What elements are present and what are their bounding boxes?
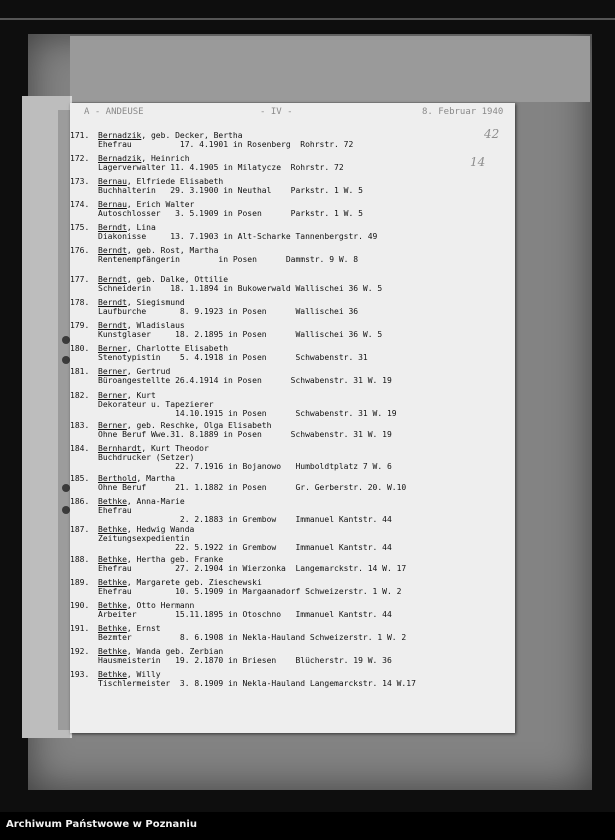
entry-number: 175. [70, 223, 90, 232]
entry-surname: Bethke [98, 555, 127, 564]
entry-name: Bernhardt, Kurt Theodor [98, 444, 209, 453]
entry-details: Diakonisse 13. 7.1903 in Alt-Scharke Tannenbergstr. 49 [98, 232, 378, 241]
handwritten-number: 14 [470, 155, 486, 169]
header-left: A - ANDEUSE [84, 107, 144, 117]
entry-number: 183. [70, 421, 90, 430]
entry-name: Bernadzik, geb. Decker, Bertha [98, 131, 243, 140]
binder-ring-icon [62, 506, 70, 514]
archive-credit: Archiwum Państwowe w Poznaniu [6, 819, 197, 830]
top-edge-line [0, 18, 615, 20]
entry-name: Bethke, Ernst [98, 624, 161, 633]
entry-details: Ehefrau 10. 5.1909 in Margaanadorf Schweizerstr. 1 W. 2 [98, 587, 402, 596]
entry-details: Schneiderin 18. 1.1894 in Bukowerwald Wallischei 36 W. 5 [98, 284, 383, 293]
entry-number: 179. [70, 321, 90, 330]
entry-details: 14.10.1915 in Posen Schwabenstr. 31 W. 19 [98, 409, 397, 418]
binder-ring-icon [62, 484, 70, 492]
entry-details: Zeitungsexpedientin [98, 534, 190, 543]
handwritten-number: 42 [484, 127, 500, 141]
entry-surname: Berner [98, 344, 127, 353]
entry-number: 189. [70, 578, 90, 587]
binder-ring-icon [62, 336, 70, 344]
entry-surname: Bernhardt [98, 444, 142, 453]
page-header [70, 107, 515, 119]
entry-surname: Bernadzik [98, 131, 142, 140]
entry-surname: Bethke [98, 497, 127, 506]
entry-name: Bethke, Willy [98, 670, 161, 679]
binder-edge [58, 110, 70, 730]
entry-details: Buchdrucker (Setzer) [98, 453, 195, 462]
entry-details: Stenotypistin 5. 4.1918 in Posen Schwabenstr. 31 [98, 353, 368, 362]
entry-name: Bethke, Margarete geb. Zieschewski [98, 578, 262, 587]
entry-details: Ohne Beruf 21. 1.1882 in Posen Gr. Gerberstr. 20. W.10 [98, 483, 407, 492]
entry-surname: Bethke [98, 647, 127, 656]
entry-name: Bernau, Erich Walter [98, 200, 195, 209]
entry-number: 188. [70, 555, 90, 564]
entry-details: Kunstglaser 18. 2.1895 in Posen Wallischei 36 W. 5 [98, 330, 383, 339]
entry-number: 180. [70, 344, 90, 353]
entry-surname: Bethke [98, 525, 127, 534]
entry-number: 186. [70, 497, 90, 506]
entry-name: Bernau, Elfriede Elisabeth [98, 177, 224, 186]
entry-details: Ehefrau [98, 506, 132, 515]
entry-details: Laufburche 8. 9.1923 in Posen Wallischei 36 [98, 307, 359, 316]
entry-details: Lagerverwalter 11. 4.1905 in Milatycze Rohrstr. 72 [98, 163, 344, 172]
entry-name: Bethke, Otto Hermann [98, 601, 195, 610]
entry-details: Ohne Beruf Wwe.31. 8.1889 in Posen Schwabenstr. 31 W. 19 [98, 430, 392, 439]
entry-details: Hausmeisterin 19. 2.1870 in Briesen Blücherstr. 19 W. 36 [98, 656, 392, 665]
entry-details: Ehefrau 27. 2.1904 in Wierzonka Langemarckstr. 14 W. 17 [98, 564, 407, 573]
entry-surname: Bethke [98, 624, 127, 633]
entry-name: Bethke, Hedwig Wanda [98, 525, 195, 534]
entry-details: Arbeiter 15.11.1895 in Otoschno Immanuel Kantstr. 44 [98, 610, 392, 619]
entry-number: 191. [70, 624, 90, 633]
entry-number: 190. [70, 601, 90, 610]
entry-name: Bernadzik, Heinrich [98, 154, 190, 163]
entry-number: 177. [70, 275, 90, 284]
entry-details: Rentenempfängerin in Posen Dammstr. 9 W. 8 [98, 255, 359, 264]
entry-number: 171. [70, 131, 90, 140]
entry-surname: Bethke [98, 601, 127, 610]
entry-name: Berthold, Martha [98, 474, 176, 483]
entry-surname: Berndt [98, 321, 127, 330]
entry-number: 172. [70, 154, 90, 163]
entry-name: Berndt, Lina [98, 223, 156, 232]
folder-top [70, 36, 590, 102]
entry-name: Bethke, Wanda geb. Zerbian [98, 647, 224, 656]
entry-details: Bezmter 8. 6.1908 in Nekla-Hauland Schweizerstr. 1 W. 2 [98, 633, 407, 642]
entry-number: 185. [70, 474, 90, 483]
entry-surname: Bethke [98, 670, 127, 679]
entry-number: 174. [70, 200, 90, 209]
entry-details: Tischlermeister 3. 8.1909 in Nekla-Hauland Langemarckstr. 14 W.17 [98, 679, 416, 688]
entry-surname: Bernau [98, 177, 127, 186]
entry-surname: Bernadzik [98, 154, 142, 163]
entry-number: 184. [70, 444, 90, 453]
entry-details: 22. 7.1916 in Bojanowo Humboldtplatz 7 W. 6 [98, 462, 392, 471]
entry-name: Bethke, Hertha geb. Franke [98, 555, 224, 564]
entry-surname: Berthold [98, 474, 137, 483]
document-page [70, 103, 515, 733]
entry-surname: Berndt [98, 246, 127, 255]
entry-name: Bethke, Anna-Marie [98, 497, 185, 506]
entry-number: 187. [70, 525, 90, 534]
entry-number: 192. [70, 647, 90, 656]
entry-details: Büroangestellte 26.4.1914 in Posen Schwabenstr. 31 W. 19 [98, 376, 392, 385]
entry-number: 181. [70, 367, 90, 376]
entry-surname: Bethke [98, 578, 127, 587]
entry-surname: Berner [98, 391, 127, 400]
entry-surname: Berndt [98, 298, 127, 307]
entry-surname: Berndt [98, 275, 127, 284]
entry-number: 193. [70, 670, 90, 679]
entry-details: 22. 5.1922 in Grembow Immanuel Kantstr. 44 [98, 543, 392, 552]
entry-name: Berndt, Siegismund [98, 298, 185, 307]
entry-surname: Berner [98, 421, 127, 430]
entry-details: Buchhalterin 29. 3.1900 in Neuthal Parkstr. 1 W. 5 [98, 186, 363, 195]
entry-name: Berner, Charlotte Elisabeth [98, 344, 229, 353]
binder-ring-icon [62, 356, 70, 364]
entry-name: Berndt, geb. Dalke, Ottilie [98, 275, 229, 284]
header-date: 8. Februar 1940 [422, 107, 504, 117]
entry-surname: Berner [98, 367, 127, 376]
entry-number: 173. [70, 177, 90, 186]
entry-number: 182. [70, 391, 90, 400]
entry-details: Ehefrau 17. 4.1901 in Rosenberg Rohrstr. 72 [98, 140, 354, 149]
entry-name: Berner, geb. Reschke, Olga Elisabeth [98, 421, 272, 430]
entry-surname: Bernau [98, 200, 127, 209]
entry-name: Berndt, Wladislaus [98, 321, 185, 330]
entry-surname: Berndt [98, 223, 127, 232]
entry-details: Autoschlosser 3. 5.1909 in Posen Parkstr. 1 W. 5 [98, 209, 363, 218]
entry-name: Berner, Kurt [98, 391, 156, 400]
entry-number: 176. [70, 246, 90, 255]
header-page-number: - IV - [260, 107, 293, 117]
entry-name: Berner, Gertrud [98, 367, 171, 376]
entry-details: 2. 2.1883 in Grembow Immanuel Kantstr. 44 [98, 515, 392, 524]
entry-details: Dekorateur u. Tapezierer [98, 400, 214, 409]
entry-name: Berndt, geb. Rost, Martha [98, 246, 219, 255]
entry-number: 178. [70, 298, 90, 307]
